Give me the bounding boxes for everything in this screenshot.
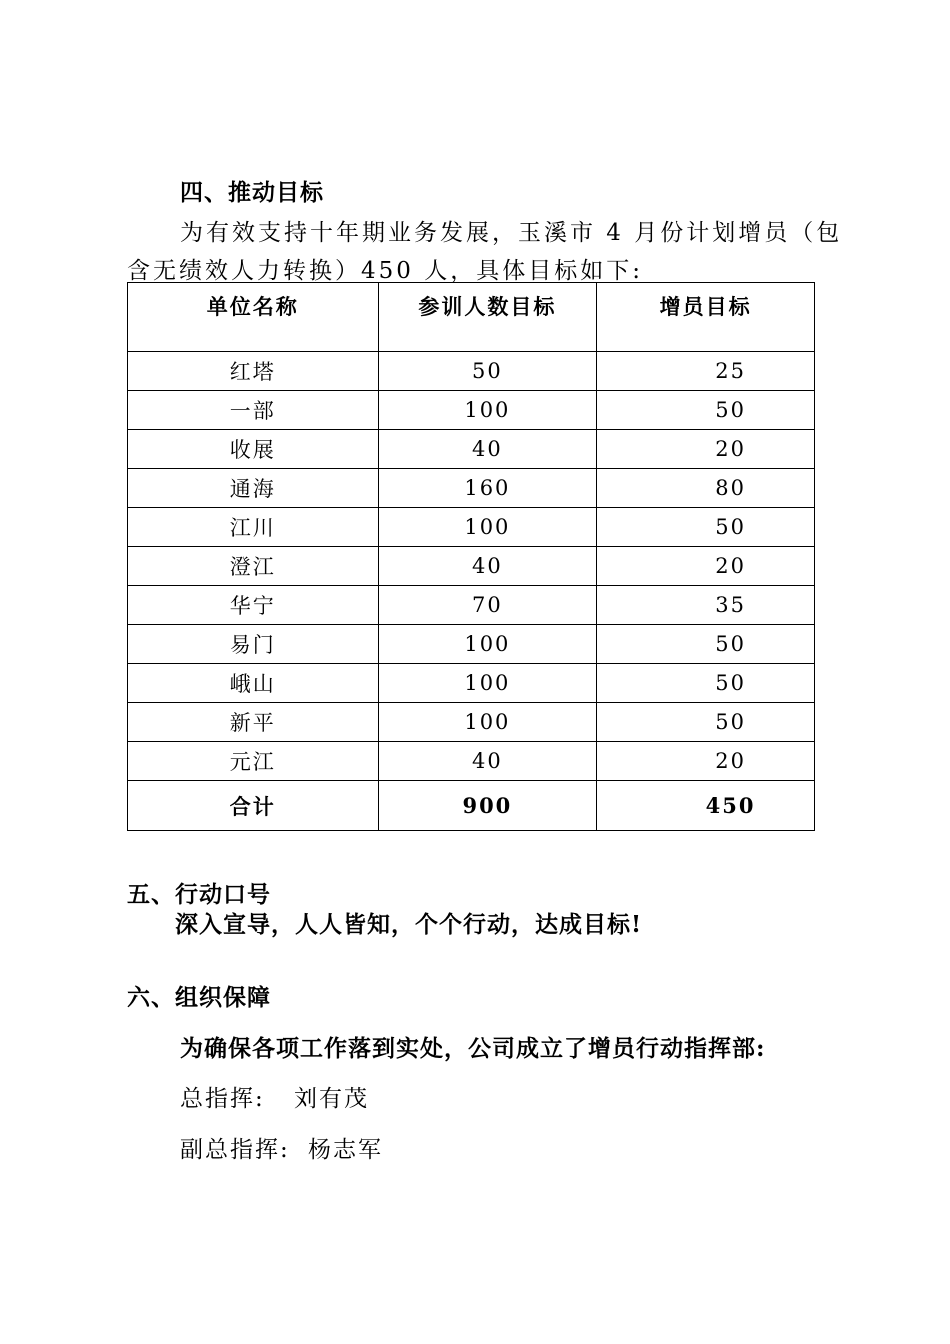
cell-trainees: 50: [378, 352, 597, 391]
cell-unit: 易门: [128, 625, 379, 664]
action-slogan: 深入宣导，人人皆知，个个行动，达成目标!: [175, 911, 643, 938]
table-row: [128, 508, 815, 547]
goals-paragraph-line2: 含无绩效人力转换）450 人，具体目标如下:: [127, 258, 643, 284]
cell-trainees: 100: [378, 664, 597, 703]
cell-recruits: 35: [597, 586, 815, 625]
section-heading-organization: 六、组织保障: [127, 984, 271, 1011]
commander-label: 总指挥:: [180, 1086, 265, 1112]
goals-paragraph-line1: 为有效支持十年期业务发展，玉溪市 4 月份计划增员（包: [180, 220, 843, 246]
deputy-commander-label: 副总指挥:: [180, 1137, 290, 1163]
cell-recruits: 50: [597, 508, 815, 547]
cell-unit: 峨山: [128, 664, 379, 703]
table-row: [128, 469, 815, 508]
cell-trainees: 160: [378, 469, 597, 508]
table-row: [128, 391, 815, 430]
table-row: [128, 703, 815, 742]
cell-unit: 一部: [128, 391, 379, 430]
cell-trainees: 40: [378, 742, 597, 781]
cell-unit: 澄江: [128, 547, 379, 586]
section-heading-goals: 四、推动目标: [180, 179, 324, 206]
cell-unit: 江川: [128, 508, 379, 547]
header-recruit-target: 增员目标: [597, 283, 815, 352]
cell-trainees: 100: [378, 625, 597, 664]
table-row: [128, 664, 815, 703]
cell-unit: 新平: [128, 703, 379, 742]
header-trainee-target: 参训人数目标: [378, 283, 597, 352]
total-label: 合计: [128, 781, 379, 831]
table-total-row: [128, 781, 815, 831]
cell-recruits: 50: [597, 664, 815, 703]
cell-trainees: 40: [378, 430, 597, 469]
cell-recruits: 20: [597, 742, 815, 781]
cell-recruits: 50: [597, 703, 815, 742]
table-row: [128, 625, 815, 664]
cell-trainees: 40: [378, 547, 597, 586]
cell-recruits: 25: [597, 352, 815, 391]
commander-name: 刘有茂: [294, 1086, 369, 1112]
cell-recruits: 20: [597, 430, 815, 469]
table-row: [128, 430, 815, 469]
table-row: [128, 586, 815, 625]
cell-recruits: 80: [597, 469, 815, 508]
section-heading-slogan: 五、行动口号: [127, 881, 271, 908]
total-recruits: 450: [597, 781, 815, 831]
table-row: [128, 352, 815, 391]
table-row: [128, 742, 815, 781]
cell-unit: 收展: [128, 430, 379, 469]
organization-intro: 为确保各项工作落到实处，公司成立了增员行动指挥部:: [180, 1035, 766, 1062]
cell-unit: 元江: [128, 742, 379, 781]
table-header-row: [128, 283, 815, 352]
total-trainees: 900: [378, 781, 597, 831]
deputy-commander-name: 杨志军: [308, 1137, 383, 1163]
cell-trainees: 70: [378, 586, 597, 625]
table-row: [128, 547, 815, 586]
cell-unit: 红塔: [128, 352, 379, 391]
cell-trainees: 100: [378, 508, 597, 547]
cell-trainees: 100: [378, 703, 597, 742]
cell-recruits: 20: [597, 547, 815, 586]
cell-recruits: 50: [597, 625, 815, 664]
cell-unit: 通海: [128, 469, 379, 508]
cell-trainees: 100: [378, 391, 597, 430]
cell-unit: 华宁: [128, 586, 379, 625]
targets-table: [127, 282, 815, 831]
header-unit-name: 单位名称: [128, 283, 379, 352]
cell-recruits: 50: [597, 391, 815, 430]
